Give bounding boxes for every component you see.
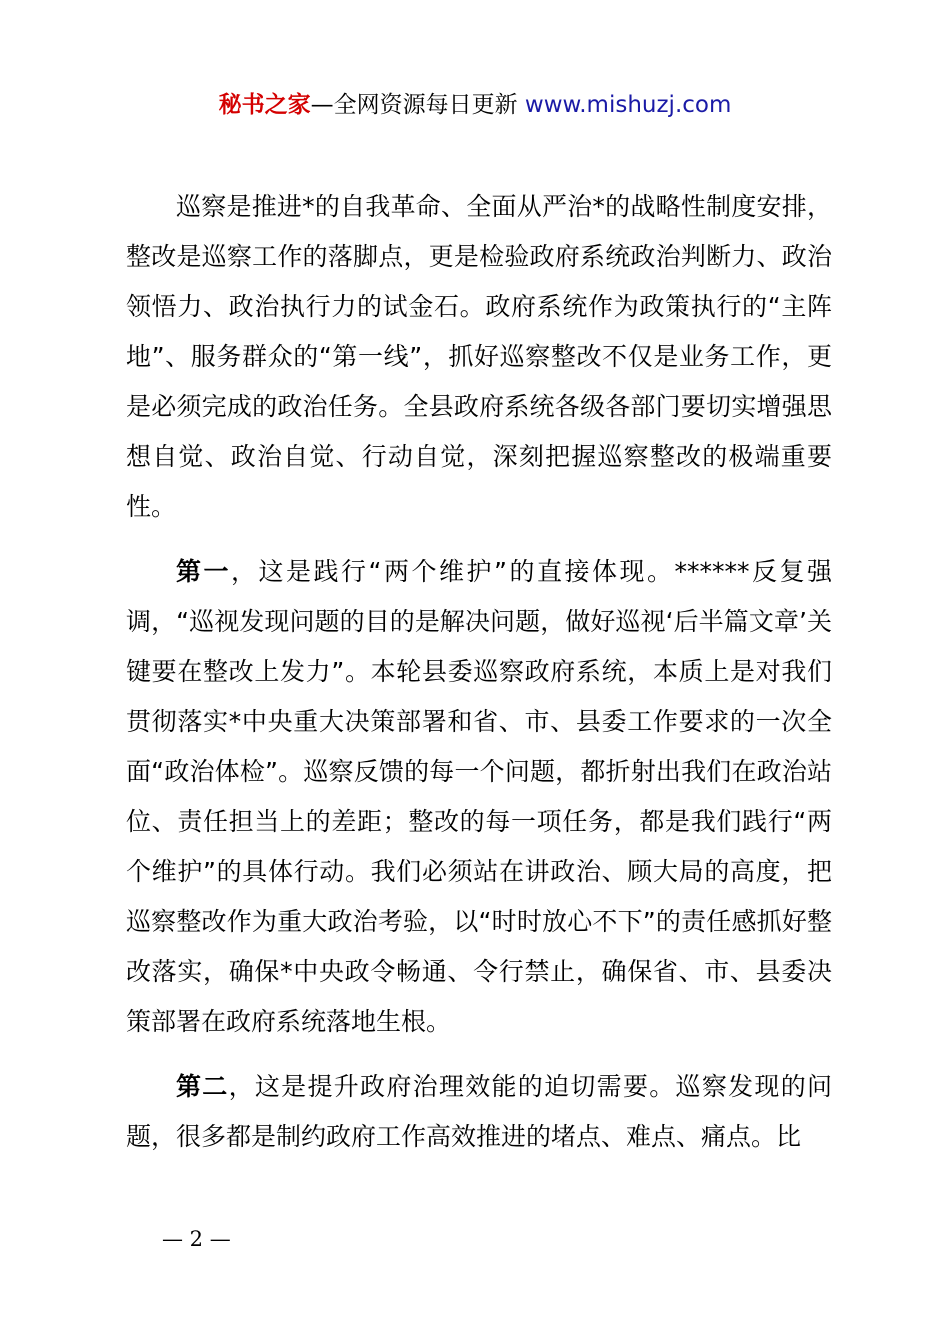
paragraph-lead: 第二 [176, 1072, 229, 1101]
paragraph-text: ，这是提升政府治理效能的迫切需要。巡察发现的问题，很多都是制约政府工作高效推进的堵点、难点、痛点。比 [126, 1072, 832, 1151]
site-header [0, 88, 950, 122]
document-body [126, 182, 832, 1177]
paragraph-text: 巡察是推进*的自我革命、全面从严治*的战略性制度安排，整改是巡察工作的落脚点，更是检验政府系统政治判断力、政治领悟力、政治执行力的试金石。政府系统作为政策执行的“主阵地”、服务群众的“第一线”，抓好巡察整改不仅是业务工作，更是必须完成的政治任务。全县政府系统各级各部门要切实增强思想自觉、政治自觉、行动自觉，深刻把握巡察整改的极端重要性。 [126, 192, 832, 521]
page-number: — 2 — [162, 1227, 231, 1251]
paragraph-lead: 第一 [176, 557, 232, 586]
paragraph-second [126, 1062, 832, 1162]
site-url-link[interactable]: www.mishuzj.com [524, 92, 732, 118]
paragraph-intro [126, 182, 832, 532]
site-brand: 秘书之家 [218, 92, 311, 118]
paragraph-text: ，这是践行“两个维护”的直接体现。******反复强调，“巡视发现问题的目的是解决问题，做好巡视‘后半篇文章’关键要在整改上发力”。本轮县委巡察政府系统，本质上是对我们贯彻落实*中央重大决策部署和省、市、县委工作要求的一次全面“政治体检”。巡察反馈的每一个问题，都折射出我们在政治站位、责任担当上的差距；整改的每一项任务，都是我们践行“两个维护”的具体行动。我们必须站在讲政治、顾大局的高度，把巡察整改作为重大政治考验，以“时时放心不下”的责任感抓好整改落实，确保*中央政令畅通、令行禁止，确保省、市、县委决策部署在政府系统落地生根。 [126, 557, 832, 1036]
site-tagline: —全网资源每日更新 [310, 92, 525, 118]
paragraph-first [126, 547, 832, 1047]
